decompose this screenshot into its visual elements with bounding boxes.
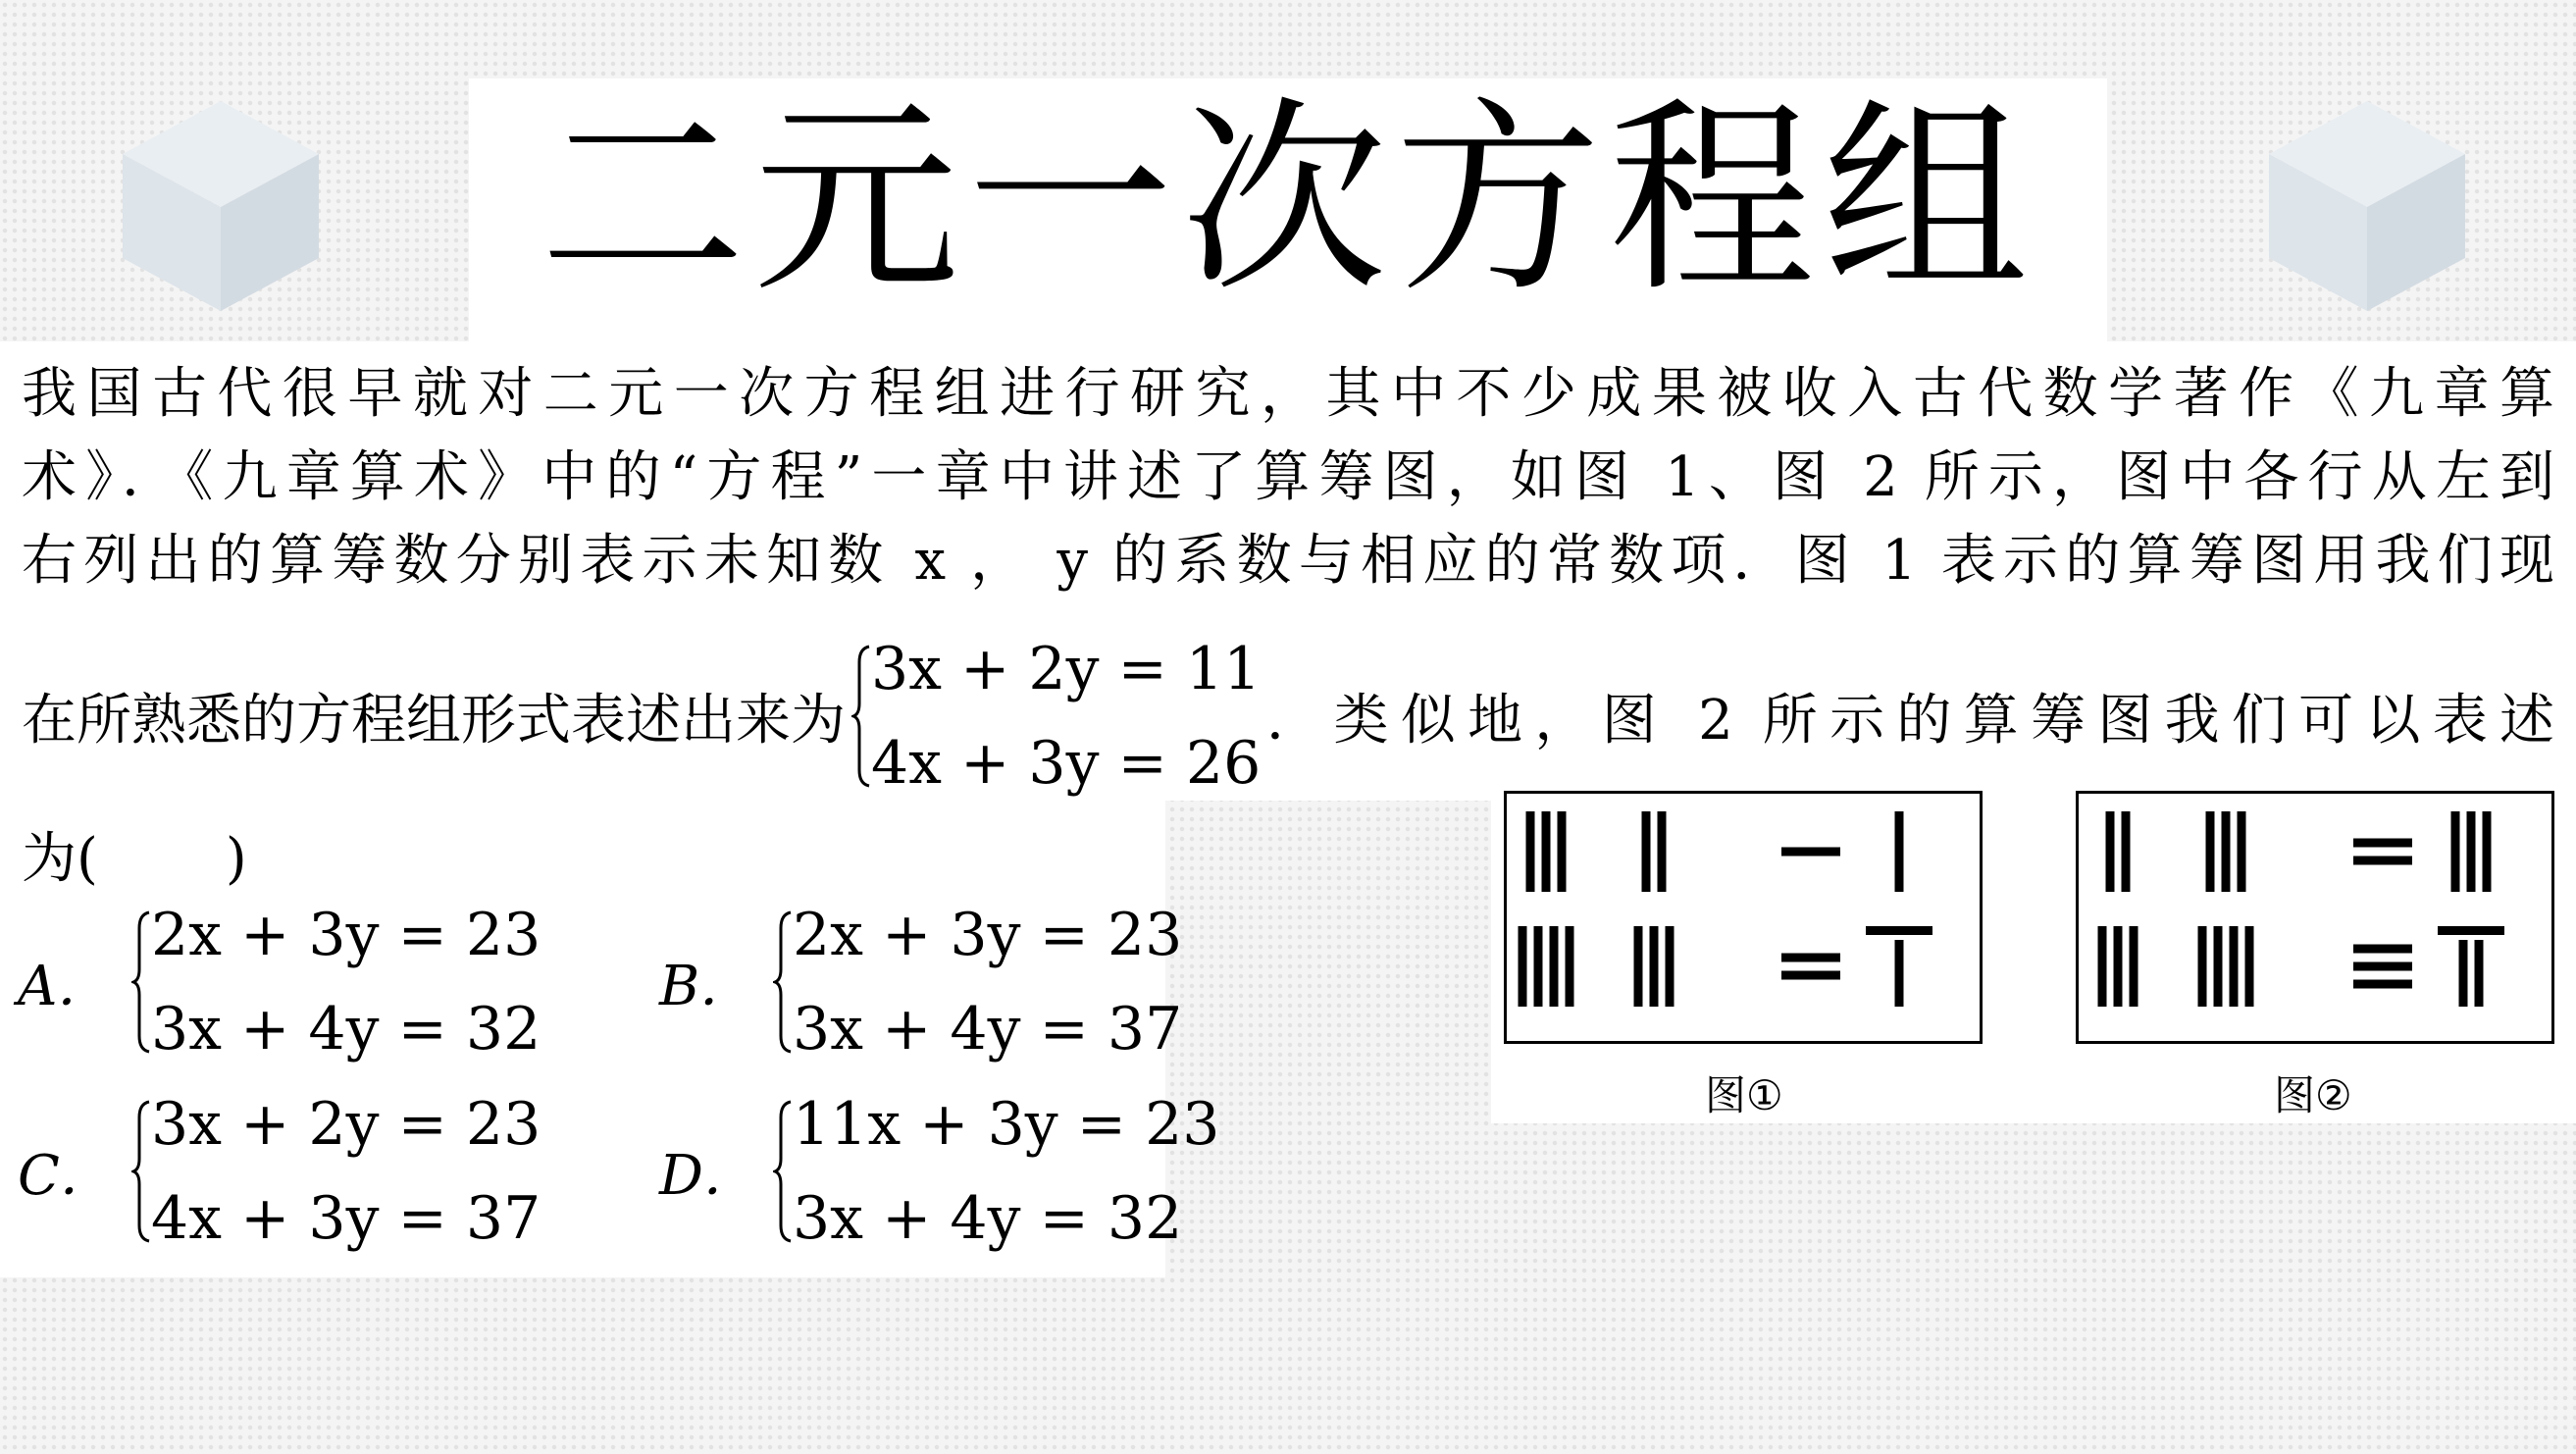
rod-stroke xyxy=(1781,954,1840,962)
example-system xyxy=(851,622,1261,810)
figure-2-counting-rods xyxy=(2076,791,2554,1044)
rod-stroke xyxy=(1781,848,1840,857)
rod-stroke xyxy=(2230,926,2239,1007)
rod-stroke xyxy=(1895,811,1904,892)
rod-stroke xyxy=(1526,811,1535,892)
figure-1-caption: 图① xyxy=(1705,1071,1783,1119)
option-a-letter: A． xyxy=(18,955,113,1018)
rod-stroke xyxy=(2353,857,2412,865)
problem-line-4-start: 在所熟悉的方程组形式表述出来为 xyxy=(22,689,846,753)
rod-stroke xyxy=(2353,945,2412,954)
option-d-system xyxy=(773,1077,1219,1266)
rod-stroke xyxy=(1558,811,1567,892)
option-b-letter: B． xyxy=(659,955,755,1018)
rod-stroke xyxy=(2122,811,2131,892)
rod-stroke xyxy=(2451,811,2460,892)
problem-line-4-end: ．类似地，图 2 所示的算筹图我们可以表述 xyxy=(1266,689,2554,753)
rod-stroke xyxy=(1650,926,1659,1007)
brace-icon xyxy=(851,643,871,790)
figure-1-counting-rods xyxy=(1504,791,1983,1044)
problem-line-1: 我国古代很早就对二元一次方程组进行研究，其中不少成果被收入古代数学著作《九章算 xyxy=(22,362,2554,426)
example-equation-2: 4x + 3y = 26 xyxy=(871,729,1262,798)
option-b-system xyxy=(773,888,1182,1076)
option-c-system xyxy=(131,1077,541,1266)
rod-stroke xyxy=(2214,926,2223,1007)
rod-stroke xyxy=(1666,926,1674,1007)
rod-stroke xyxy=(2459,940,2468,1007)
answer-paren-open: 为( xyxy=(22,827,98,891)
option-c-equation-1: 3x + 2y = 23 xyxy=(151,1090,541,1159)
rod-stroke xyxy=(2467,811,2476,892)
rod-stroke xyxy=(2206,811,2215,892)
rod-stroke xyxy=(2353,962,2412,971)
rod-stroke xyxy=(2130,926,2138,1007)
problem-line-4 xyxy=(22,628,2554,805)
rod-stroke xyxy=(2198,926,2207,1007)
option-c-equation-2: 4x + 3y = 37 xyxy=(151,1184,541,1253)
rod-stroke xyxy=(1866,926,1932,935)
rod-stroke xyxy=(2098,926,2107,1007)
rod-stroke xyxy=(1566,926,1574,1007)
option-a[interactable] xyxy=(18,888,546,1076)
brace-icon xyxy=(773,909,793,1056)
problem-line-5 xyxy=(22,820,247,899)
cube-decoration-right xyxy=(2254,93,2480,319)
rod-stroke xyxy=(1781,971,1840,980)
counting-rods-icon xyxy=(2079,794,2551,1041)
option-a-system xyxy=(131,888,541,1076)
option-c-letter: C． xyxy=(18,1144,115,1208)
rod-stroke xyxy=(2106,811,2115,892)
option-a-equation-1: 2x + 3y = 23 xyxy=(151,901,541,969)
brace-icon xyxy=(131,1098,151,1245)
rod-stroke xyxy=(1534,926,1543,1007)
page-title: 二元一次方程组 xyxy=(539,79,2036,320)
rod-stroke xyxy=(2238,811,2246,892)
rod-stroke xyxy=(1542,811,1551,892)
rod-stroke xyxy=(1642,811,1651,892)
rod-stroke xyxy=(1634,926,1643,1007)
option-a-equation-2: 3x + 4y = 32 xyxy=(151,995,541,1064)
counting-rods-icon xyxy=(1507,794,1980,1041)
rod-stroke xyxy=(2222,811,2231,892)
option-c[interactable] xyxy=(18,1077,546,1266)
cube-decoration-left xyxy=(108,93,334,319)
rod-stroke xyxy=(1550,926,1559,1007)
rod-stroke xyxy=(2114,926,2123,1007)
problem-line-2: 术》．《九章算术》中的“方程”一章中讲述了算筹图，如图 1、图 2 所示，图中各行从左到 xyxy=(22,445,2554,509)
rod-stroke xyxy=(1519,926,1527,1007)
example-equation-1: 3x + 2y = 11 xyxy=(871,635,1262,703)
rod-stroke xyxy=(1895,940,1904,1007)
figure-2-caption: 图② xyxy=(2274,1071,2352,1119)
answer-paren-close: ) xyxy=(225,827,247,891)
option-d-equation-1: 11x + 3y = 23 xyxy=(793,1090,1220,1159)
brace-icon xyxy=(131,909,151,1056)
option-d-equation-2: 3x + 4y = 32 xyxy=(793,1184,1183,1253)
rod-stroke xyxy=(2353,980,2412,989)
rod-stroke xyxy=(2483,811,2492,892)
rod-stroke xyxy=(2353,839,2412,848)
option-b-equation-1: 2x + 3y = 23 xyxy=(793,901,1183,969)
option-b[interactable] xyxy=(659,888,1188,1076)
problem-line-3: 右列出的算筹数分别表示未知数 x ， y 的系数与相应的常数项．图 1 表示的算筹图用我们现 xyxy=(22,529,2554,593)
option-d[interactable] xyxy=(659,1077,1225,1266)
rod-stroke xyxy=(2475,940,2484,1007)
rod-stroke xyxy=(2245,926,2254,1007)
brace-icon xyxy=(773,1098,793,1245)
option-b-equation-2: 3x + 4y = 37 xyxy=(793,995,1183,1064)
option-d-letter: D． xyxy=(659,1144,758,1208)
rod-stroke xyxy=(2438,926,2504,935)
rod-stroke xyxy=(1658,811,1667,892)
